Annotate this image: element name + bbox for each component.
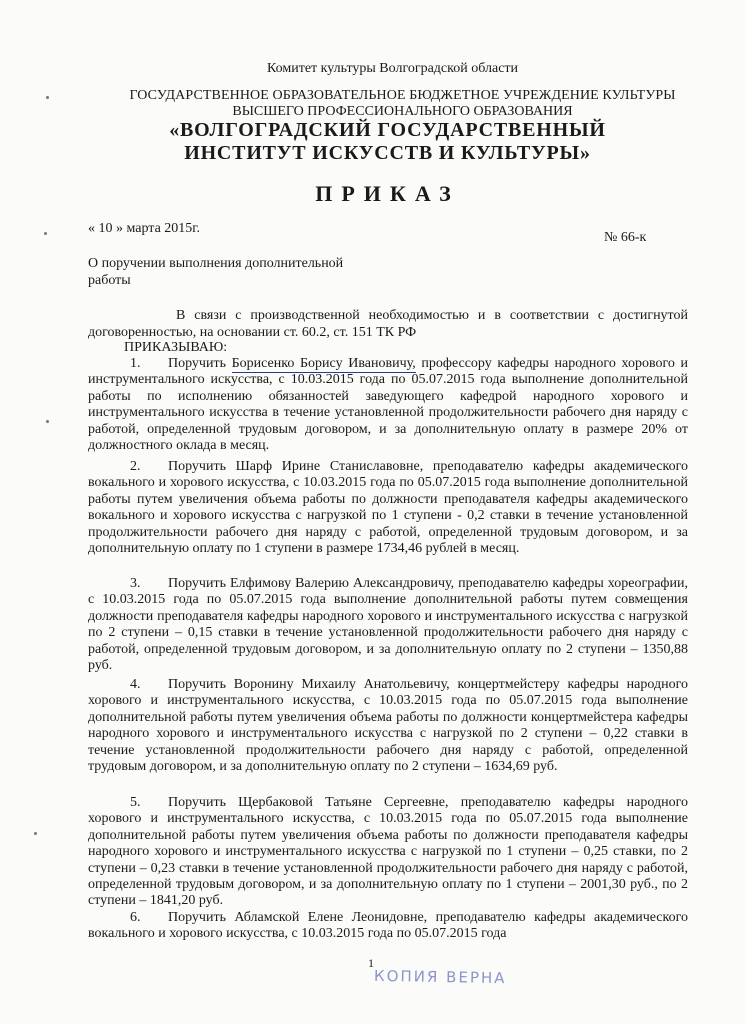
item-number: 4. xyxy=(130,677,141,692)
order-word: ПРИКАЗЫВАЮ: xyxy=(124,340,228,355)
order-subject-line1: О поручении выполнения дополнительной xyxy=(88,256,344,271)
order-date: « 10 » марта 2015г. xyxy=(88,221,200,236)
item-number: 5. xyxy=(130,795,141,810)
item-number: 1. xyxy=(130,356,141,371)
intro-text: В связи с производственной необходимостью и в соответствии с достигнутой договоренностью, на основании ст. 60.2, ст. 151 ТК РФ xyxy=(88,308,688,340)
order-item-1 xyxy=(88,356,688,454)
item-text: Поручить Абламской Елене Леонидовне, преподавателю кафедры академического вокального и хорового искусства, с 10.03.2015 года по 05.07.2015 года xyxy=(88,910,688,942)
certified-copy-stamp: КОПИЯ ВЕРНА xyxy=(373,966,507,988)
order-item-3 xyxy=(88,576,688,674)
order-item-5 xyxy=(88,795,688,910)
intro-paragraph xyxy=(88,308,688,341)
order-item-4 xyxy=(88,677,688,775)
institution-type-line1: ГОСУДАРСТВЕННОЕ ОБРАЗОВАТЕЛЬНОЕ БЮДЖЕТНОЕ УЧРЕЖДЕНИЕ КУЛЬТУРЫ xyxy=(129,88,676,103)
item-text: Поручить Шарф Ирине Станиславовне, преподавателю кафедры академического вокального и хорового искусства, с 10.03.2015 года по 05.07.2015 года выполнение дополнительной работы путем увеличения объема работы по должности преподавателя кафедры академического вокального и хорового искусства с нагрузкой по 1 ступени - 0,2 ставки в течение установленной продолжительности рабочего дня наряду с работой, определенной трудовым договором, и за дополнительную оплату по 1 ступени в размере 1734,46 рублей в месяц. xyxy=(88,459,688,557)
item-text: Поручить Воронину Михаилу Анатольевичу, концертмейстеру кафедры народного хорового и инструментального искусства, с 10.03.2015 года по 05.07.2015 года выполнение дополнительной работы путем увеличения объема работы по должности концертмейстера кафедры народного хорового и инструментального искусства с нагрузкой по 2 ступени – 0,22 ставки в течение установленной продолжительности рабочего дня наряду с работой, определенной трудовым договором, и за дополнительную оплату по 2 ступени – 1634,69 руб. xyxy=(88,677,688,775)
item-text: профессору кафедры народного хорового и инструментального искусства, с 10.03.2015 года по 05.07.2015 года выполнение дополнительной работы по исполнению обязанностей заведующего кафедрой народного хорового и инструментального искусства в течение установленной продолжительности рабочего дня наряду с работой, определенной трудовым договором, и за дополнительную оплату в размере 20% от должностного оклада в месяц. xyxy=(88,356,689,454)
order-subject-line2: работы xyxy=(88,273,131,288)
institution-name-line2: ИНСТИТУТ ИСКУССТВ И КУЛЬТУРЫ» xyxy=(184,142,591,164)
scan-speck xyxy=(34,832,37,835)
item-text: Поручить Щербаковой Татьяне Сергеевне, преподавателю кафедры народного хорового и инструментального искусства, с 10.03.2015 года по 05.07.2015 года выполнение дополнительной работы путем увеличения объема работы по должности преподавателя кафедры народного хорового и инструментального искусства с нагрузкой по 1 ступени – 0,25 ставки, по 2 ступени – 0,23 ставки в течение установленной продолжительности рабочего дня наряду с работой, определенной трудовым договором, и за дополнительную оплату по 1 ступени – 2001,30 руб., по 2 ступени – 1841,20 руб. xyxy=(88,795,688,909)
item-verb: Поручить xyxy=(168,356,226,371)
committee-name: Комитет культуры Волгоградской области xyxy=(266,61,519,76)
scan-speck xyxy=(46,96,49,99)
item-number: 2. xyxy=(130,459,141,474)
institution-name-line1: «ВОЛГОГРАДСКИЙ ГОСУДАРСТВЕННЫЙ xyxy=(169,119,606,141)
order-item-6 xyxy=(88,910,688,943)
scan-speck xyxy=(46,420,49,423)
item-number: 3. xyxy=(130,576,141,591)
scan-speck xyxy=(44,232,47,235)
item-number: 6. xyxy=(130,910,141,925)
item-text: Поручить Елфимову Валерию Александровичу, преподавателю кафедры хореографии, с 10.03.2015 года по 05.07.2015 года выполнение дополнительной работы путем совмещения должности преподавателя кафедры народного хорового и инструментального искусства с нагрузкой по 2 ступени – 0,15 ставки в течение установленной продолжительности рабочего дня наряду с работой, определенной трудовым договором, и за дополнительную оплату по 2 ступени – 1350,88 руб. xyxy=(88,576,688,674)
page-number: 1 xyxy=(368,956,374,970)
order-number: № 66-к xyxy=(604,230,647,245)
underlined-person-name: Борисенко Борису Ивановичу, xyxy=(231,356,416,371)
document-title: ПРИКАЗ xyxy=(315,181,460,206)
order-item-2 xyxy=(88,459,688,557)
institution-type-line2: ВЫСШЕГО ПРОФЕССИОНАЛЬНОГО ОБРАЗОВАНИЯ xyxy=(232,104,573,119)
